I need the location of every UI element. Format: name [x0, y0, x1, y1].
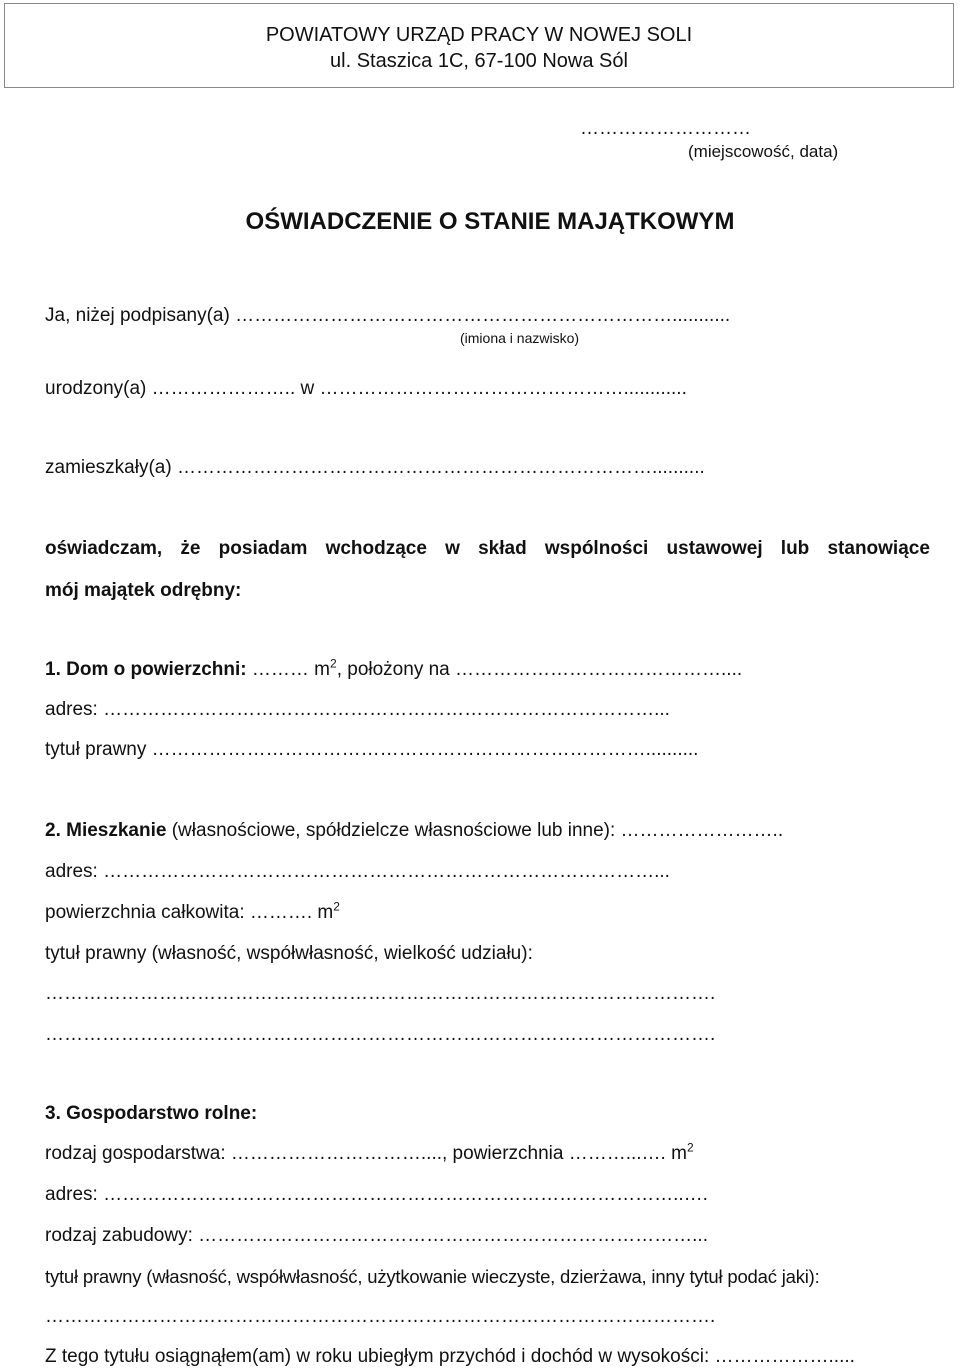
office-name: POWIATOWY URZĄD PRACY W NOWEJ SOLI [265, 24, 693, 46]
section2-area: powierzchnia całkowita: ………. m [45, 902, 334, 923]
document-title: OŚWIADCZENIE O STANIE MAJĄTKOWYM [245, 208, 735, 235]
superscript-2: 2 [686, 1140, 694, 1155]
superscript-2: 2 [333, 899, 340, 914]
section1-heading: 1. Dom o powierzchni: [45, 659, 247, 680]
declaration-word: wspólności [544, 538, 649, 559]
section1-address: adres: ……………………………………………………………………………... [45, 699, 670, 720]
section1-located: , położony na …………………………………….... [336, 659, 743, 680]
declaration-word: skład [478, 538, 527, 559]
declaration-word: lub [780, 538, 810, 559]
declaration-word: że [180, 538, 201, 559]
section2-heading: 2. Mieszkanie [45, 820, 167, 841]
place-date-label: (miejscowość, data) [688, 142, 839, 161]
superscript-2: 2 [330, 656, 337, 671]
section2-heading-rest: (własnościowe, spółdzielcze własnościowe lub inne): …………………….. [166, 820, 784, 841]
resident-line: zamieszkały(a) ………………………………………………………………….......... [45, 457, 705, 478]
declaration-line-2: mój majątek odrębny: [45, 580, 242, 601]
declaration-word: posiadam [218, 538, 308, 559]
section2-blank-2: ……………………………………………………………………………………………. [45, 1024, 716, 1045]
section2-heading-line [45, 820, 783, 842]
section3-type: rodzaj gospodarstwa: …………………………...., powierzchnia ………...…. m [45, 1143, 687, 1164]
section3-type-line [45, 1140, 694, 1165]
born-line: urodzony(a) ………………….. w …………………………………………............ [45, 378, 687, 399]
name-line: Ja, niżej podpisany(a) ……………………………………………………………........... [45, 305, 731, 326]
declaration-word: stanowiące [827, 538, 930, 559]
section2-address: adres: ……………………………………………………………………………... [45, 861, 670, 882]
declaration-line-1 [45, 538, 930, 560]
place-date-dots: ……………………… [580, 118, 751, 139]
section3-heading: 3. Gospodarstwo rolne: [45, 1103, 258, 1124]
section1-area-dots: ……… m [246, 659, 331, 680]
declaration-word: wchodzące [325, 538, 427, 559]
section2-title: tytuł prawny (własność, współwłasność, wielkość udziału): [45, 943, 533, 964]
section3-income: Z tego tytułu osiągnąłem(am) w roku ubiegłym przychód i dochód w wysokości: ………………..... [45, 1346, 855, 1367]
name-hint: (imiona i nazwisko) [460, 330, 580, 346]
section3-buildings: rodzaj zabudowy: ……………………………………………………………………... [45, 1225, 708, 1246]
section3-address: adres: ………………………………………………………………………………..…. [45, 1184, 708, 1205]
section2-blank-1: ……………………………………………………………………………………………. [45, 983, 716, 1004]
section3-title: tytuł prawny (własność, współwłasność, użytkowanie wieczyste, dzierżawa, inny tytuł podać jaki): [45, 1266, 820, 1287]
section3-blank: ……………………………………………………………………………………………. [45, 1306, 716, 1327]
section1-house-line [45, 656, 743, 681]
declaration-word: ustawowej [666, 538, 763, 559]
office-address: ul. Staszica 1C, 67-100 Nowa Sól [330, 50, 628, 72]
section1-title: tytuł prawny …………………………………………………………………….......... [45, 739, 699, 760]
declaration-word: oświadczam, [45, 538, 163, 559]
office-header-box [4, 3, 954, 88]
declaration-word: w [445, 538, 460, 559]
section2-area-line [45, 899, 340, 924]
